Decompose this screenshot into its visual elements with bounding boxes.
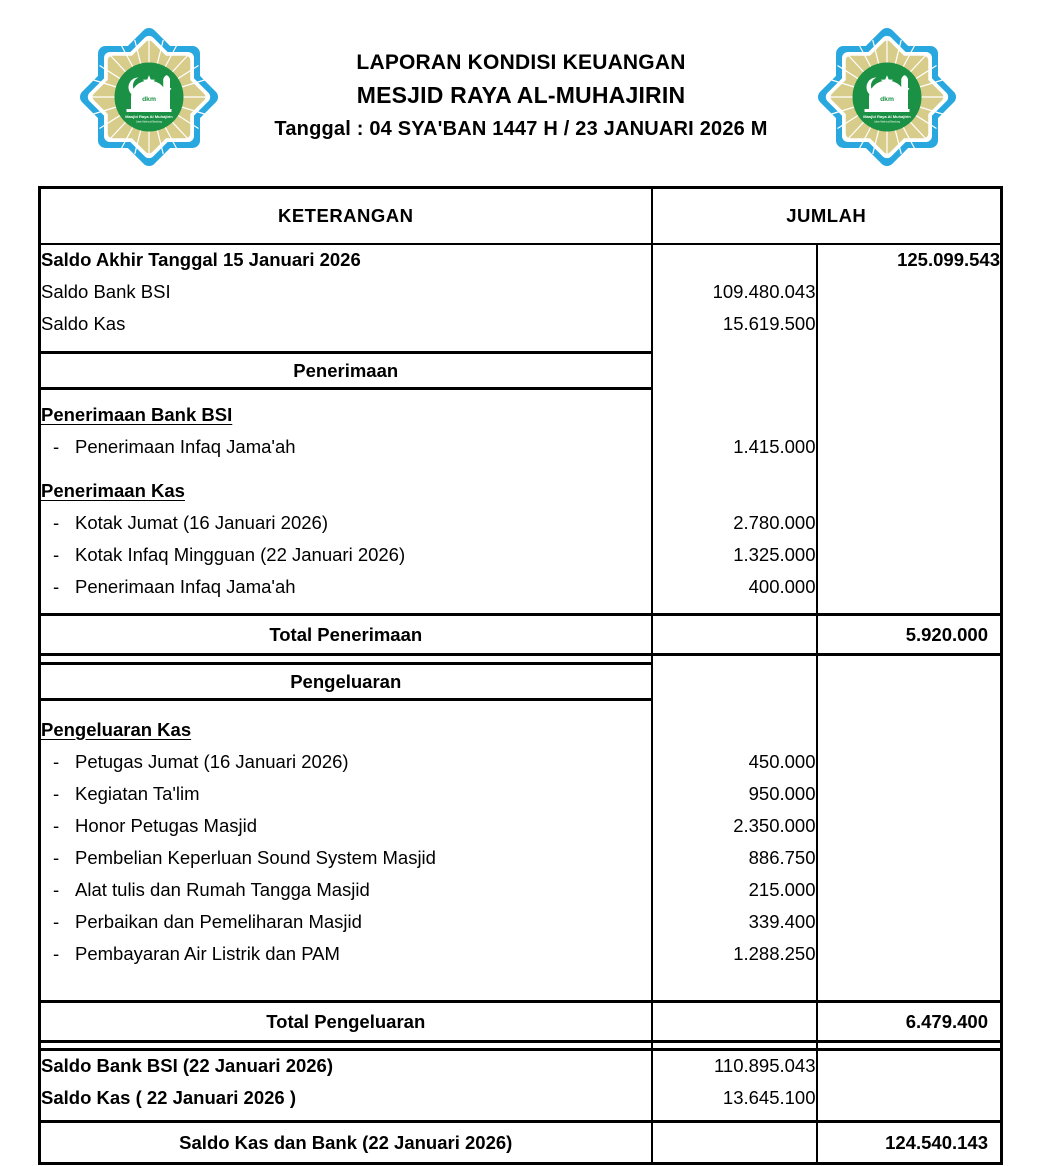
spacer-row bbox=[40, 655, 1002, 664]
item-label: Penerimaan Infaq Jama'ah bbox=[75, 575, 296, 597]
item-cell bbox=[40, 810, 652, 842]
table-row-group-heading-kas bbox=[40, 475, 1002, 507]
item-amount: 886.750 bbox=[652, 842, 817, 874]
table-row-pengeluaran-item bbox=[40, 938, 1002, 970]
item-cell bbox=[40, 778, 652, 810]
item-label: Kotak Jumat (16 Januari 2026) bbox=[75, 511, 328, 533]
spacer-tot bbox=[817, 700, 1002, 714]
svg-text:Masjid Raya Al Muhajirin: Masjid Raya Al Muhajirin bbox=[863, 114, 911, 119]
table-row-saldo-bank-bsi bbox=[40, 276, 1002, 308]
bullet-dash: - bbox=[53, 435, 60, 457]
spacer-ket bbox=[40, 389, 652, 399]
bullet-dash: - bbox=[53, 782, 60, 804]
spacer-tot bbox=[817, 970, 1002, 1002]
row-total-blank bbox=[817, 308, 1002, 340]
svg-text:dkm: dkm bbox=[880, 95, 894, 103]
report-header bbox=[0, 0, 1042, 178]
group-heading-label: Penerimaan Bank BSI bbox=[41, 403, 233, 425]
table-row-penerimaan-kas-item bbox=[40, 571, 1002, 603]
spacer-ket bbox=[40, 463, 652, 475]
svg-text:dkm: dkm bbox=[142, 95, 156, 103]
item-cell bbox=[40, 571, 652, 603]
bullet-dash: - bbox=[53, 543, 60, 565]
bullet-dash: - bbox=[53, 878, 60, 900]
spacer-ket bbox=[40, 1042, 652, 1050]
group-heading-label: Pengeluaran Kas bbox=[41, 718, 192, 740]
spacer-sub bbox=[652, 970, 817, 1002]
item-label: Petugas Jumat (16 Januari 2026) bbox=[75, 750, 349, 772]
item-label: Perbaikan dan Pemeliharan Masjid bbox=[75, 910, 362, 932]
group-tot-blank bbox=[817, 399, 1002, 431]
row-label: Saldo Bank BSI bbox=[40, 276, 652, 308]
spacer-sub bbox=[652, 1114, 817, 1122]
report-title-block bbox=[0, 52, 1042, 139]
item-amount: 950.000 bbox=[652, 778, 817, 810]
table-row-opening-title bbox=[40, 244, 1002, 276]
section-sub-blank bbox=[652, 664, 817, 700]
spacer-sub bbox=[652, 655, 817, 664]
row-amount: 109.480.043 bbox=[652, 276, 817, 308]
spacer-ket bbox=[40, 700, 652, 714]
svg-text:Jalan Mahmud Bandung: Jalan Mahmud Bandung bbox=[874, 120, 900, 124]
spacer-row bbox=[40, 603, 1002, 615]
table-row-total-penerimaan bbox=[40, 615, 1002, 655]
item-cell bbox=[40, 874, 652, 906]
item-amount: 2.780.000 bbox=[652, 507, 817, 539]
section-label-pengeluaran: Pengeluaran bbox=[40, 664, 652, 700]
item-total-blank bbox=[817, 746, 1002, 778]
item-total-blank bbox=[817, 938, 1002, 970]
grand-total-sub-blank bbox=[652, 1122, 817, 1164]
closing-bank-amount: 110.895.043 bbox=[652, 1050, 817, 1082]
group-sub-blank bbox=[652, 399, 817, 431]
total-pengeluaran-sub-blank bbox=[652, 1002, 817, 1042]
item-amount: 1.415.000 bbox=[652, 431, 817, 463]
section-tot-blank bbox=[817, 353, 1002, 389]
section-tot-blank bbox=[817, 664, 1002, 700]
group-heading-cell bbox=[40, 475, 652, 507]
spacer-tot bbox=[817, 389, 1002, 399]
opening-balance-sub-blank bbox=[652, 244, 817, 276]
spacer-row bbox=[40, 970, 1002, 1002]
table-row-pengeluaran-item bbox=[40, 906, 1002, 938]
opening-balance-label: Saldo Akhir Tanggal 15 Januari 2026 bbox=[40, 244, 652, 276]
spacer-row bbox=[40, 1042, 1002, 1050]
item-total-blank bbox=[817, 874, 1002, 906]
item-cell bbox=[40, 431, 652, 463]
spacer-row bbox=[40, 389, 1002, 399]
spacer-tot bbox=[817, 1114, 1002, 1122]
spacer-ket bbox=[40, 340, 652, 353]
spacer-tot bbox=[817, 463, 1002, 475]
spacer-sub bbox=[652, 700, 817, 714]
spacer-row bbox=[40, 1114, 1002, 1122]
table-row-total-pengeluaran bbox=[40, 1002, 1002, 1042]
row-label: Saldo Kas bbox=[40, 308, 652, 340]
item-total-blank bbox=[817, 778, 1002, 810]
item-total-blank bbox=[817, 571, 1002, 603]
table-row-grand-total bbox=[40, 1122, 1002, 1164]
total-pengeluaran-label: Total Pengeluaran bbox=[40, 1002, 652, 1042]
item-total-blank bbox=[817, 507, 1002, 539]
spacer-row bbox=[40, 700, 1002, 714]
bullet-dash: - bbox=[53, 750, 60, 772]
spacer-sub bbox=[652, 463, 817, 475]
group-heading-cell bbox=[40, 399, 652, 431]
bullet-dash: - bbox=[53, 511, 60, 533]
spacer-ket bbox=[40, 655, 652, 664]
bullet-dash: - bbox=[53, 846, 60, 868]
opening-balance-total: 125.099.543 bbox=[817, 244, 1002, 276]
spacer-tot bbox=[817, 655, 1002, 664]
spacer-sub bbox=[652, 389, 817, 399]
closing-bank-total-blank bbox=[817, 1050, 1002, 1082]
item-amount: 1.288.250 bbox=[652, 938, 817, 970]
spacer-tot bbox=[817, 1042, 1002, 1050]
spacer-ket bbox=[40, 603, 652, 615]
closing-bank-label: Saldo Bank BSI (22 Januari 2026) bbox=[40, 1050, 652, 1082]
item-cell bbox=[40, 539, 652, 571]
table-row-penerimaan-kas-item bbox=[40, 507, 1002, 539]
group-sub-blank bbox=[652, 714, 817, 746]
item-cell bbox=[40, 842, 652, 874]
financial-report-table bbox=[38, 186, 1003, 1165]
spacer-tot bbox=[817, 603, 1002, 615]
table-row-pengeluaran-item bbox=[40, 746, 1002, 778]
item-label: Alat tulis dan Rumah Tangga Masjid bbox=[75, 878, 370, 900]
table-row-saldo-kas bbox=[40, 308, 1002, 340]
item-total-blank bbox=[817, 810, 1002, 842]
bullet-dash: - bbox=[53, 575, 60, 597]
item-amount: 400.000 bbox=[652, 571, 817, 603]
item-label: Pembayaran Air Listrik dan PAM bbox=[75, 942, 340, 964]
item-cell bbox=[40, 938, 652, 970]
spacer-sub bbox=[652, 340, 817, 353]
item-amount: 215.000 bbox=[652, 874, 817, 906]
bullet-dash: - bbox=[53, 910, 60, 932]
group-tot-blank bbox=[817, 475, 1002, 507]
item-label: Kotak Infaq Mingguan (22 Januari 2026) bbox=[75, 543, 406, 565]
item-label: Penerimaan Infaq Jama'ah bbox=[75, 435, 296, 457]
table-row-pengeluaran-item bbox=[40, 842, 1002, 874]
table-row-pengeluaran-item bbox=[40, 778, 1002, 810]
section-header-penerimaan bbox=[40, 353, 1002, 389]
group-heading-cell bbox=[40, 714, 652, 746]
row-amount: 15.619.500 bbox=[652, 308, 817, 340]
bullet-dash: - bbox=[53, 942, 60, 964]
grand-total-label: Saldo Kas dan Bank (22 Januari 2026) bbox=[40, 1122, 652, 1164]
table-row-closing-kas bbox=[40, 1082, 1002, 1114]
spacer-ket bbox=[40, 970, 652, 1002]
column-header-jumlah: JUMLAH bbox=[652, 188, 1002, 244]
closing-kas-total-blank bbox=[817, 1082, 1002, 1114]
table-row-penerimaan-bank-item bbox=[40, 431, 1002, 463]
item-cell bbox=[40, 507, 652, 539]
spacer-ket bbox=[40, 1114, 652, 1122]
item-total-blank bbox=[817, 539, 1002, 571]
table-row-group-heading-bank bbox=[40, 399, 1002, 431]
spacer-row bbox=[40, 463, 1002, 475]
total-penerimaan-label: Total Penerimaan bbox=[40, 615, 652, 655]
spacer-sub bbox=[652, 603, 817, 615]
total-penerimaan-sub-blank bbox=[652, 615, 817, 655]
total-pengeluaran-amount: 6.479.400 bbox=[817, 1002, 1002, 1042]
svg-text:Jalan Mahmud Bandung: Jalan Mahmud Bandung bbox=[136, 120, 162, 124]
grand-total-amount: 124.540.143 bbox=[817, 1122, 1002, 1164]
item-cell bbox=[40, 906, 652, 938]
financial-table-wrapper bbox=[38, 186, 1000, 1165]
table-row-penerimaan-kas-item bbox=[40, 539, 1002, 571]
group-tot-blank bbox=[817, 714, 1002, 746]
closing-kas-amount: 13.645.100 bbox=[652, 1082, 817, 1114]
item-total-blank bbox=[817, 906, 1002, 938]
item-amount: 339.400 bbox=[652, 906, 817, 938]
item-total-blank bbox=[817, 431, 1002, 463]
item-cell bbox=[40, 746, 652, 778]
group-sub-blank bbox=[652, 475, 817, 507]
table-header-row bbox=[40, 188, 1002, 244]
mosque-name-title: MESJID RAYA AL-MUHAJIRIN bbox=[356, 82, 686, 108]
spacer-row bbox=[40, 340, 1002, 353]
item-label: Honor Petugas Masjid bbox=[75, 814, 258, 836]
section-header-pengeluaran bbox=[40, 664, 1002, 700]
item-label: Pembelian Keperluan Sound System Masjid bbox=[75, 846, 436, 868]
total-penerimaan-amount: 5.920.000 bbox=[817, 615, 1002, 655]
spacer-sub bbox=[652, 1042, 817, 1050]
table-row-closing-bank bbox=[40, 1050, 1002, 1082]
table-row-pengeluaran-item bbox=[40, 810, 1002, 842]
bullet-dash: - bbox=[53, 814, 60, 836]
report-type-title: LAPORAN KONDISI KEUANGAN bbox=[356, 51, 686, 74]
section-label-penerimaan: Penerimaan bbox=[40, 353, 652, 389]
item-total-blank bbox=[817, 842, 1002, 874]
item-amount: 2.350.000 bbox=[652, 810, 817, 842]
row-total-blank bbox=[817, 276, 1002, 308]
item-amount: 450.000 bbox=[652, 746, 817, 778]
item-amount: 1.325.000 bbox=[652, 539, 817, 571]
spacer-tot bbox=[817, 340, 1002, 353]
item-label: Kegiatan Ta'lim bbox=[75, 782, 200, 804]
closing-kas-label: Saldo Kas ( 22 Januari 2026 ) bbox=[40, 1082, 652, 1114]
report-date-line: Tanggal : 04 SYA'BAN 1447 H / 23 JANUARI 2026 M bbox=[274, 118, 768, 140]
svg-text:Masjid Raya Al Muhajirin: Masjid Raya Al Muhajirin bbox=[125, 114, 173, 119]
group-heading-label: Penerimaan Kas bbox=[41, 479, 185, 501]
section-sub-blank bbox=[652, 353, 817, 389]
table-row-pengeluaran-item bbox=[40, 874, 1002, 906]
table-row-group-heading-pengeluaran-kas bbox=[40, 714, 1002, 746]
column-header-keterangan: KETERANGAN bbox=[40, 188, 652, 244]
